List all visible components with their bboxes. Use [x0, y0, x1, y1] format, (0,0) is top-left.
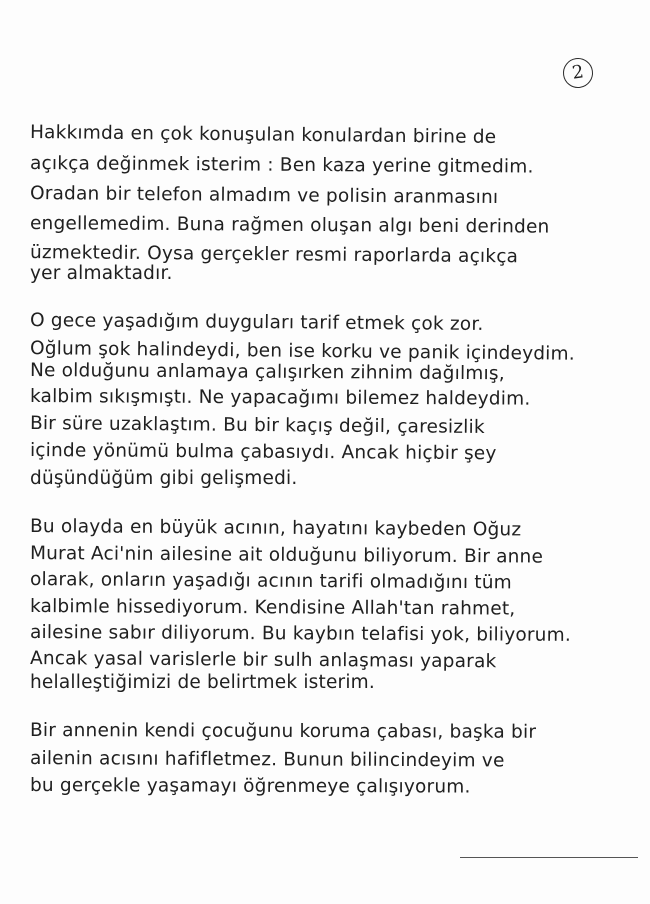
paragraph-2-line-2: Oğlum şok halindeydi, ben ise korku ve panik içindeydim. — [29, 338, 575, 365]
page-number: 2 — [570, 61, 586, 84]
paragraph-1-line-1: Hakkımda en çok konuşulan konulardan birine de — [29, 122, 497, 148]
paragraph-2-line-5: Bir süre uzaklaştım. Bu bir kaçış değil, çaresizlik — [29, 413, 485, 438]
paragraph-2-line-3: Ne olduğunu anlamaya çalışırken zihnim dağılmış, — [29, 360, 505, 385]
paragraph-3-line-3: olarak, onların yaşadığı acının tarifi olmadığını tüm — [29, 569, 512, 594]
paragraph-3-line-6: Ancak yasal varislerle bir sulh anlaşması yaparak — [29, 648, 497, 673]
paragraph-1-line-2: açıkça değinmek isterim : Ben kaza yerine gitmedim. — [29, 153, 534, 178]
paragraph-4-line-3: bu gerçekle yaşamayı öğrenmeye çalışıyorum. — [29, 775, 471, 798]
bottom-rule-line — [460, 857, 638, 858]
paragraph-4-line-1: Bir annenin kendi çocuğunu koruma çabası, başka bir — [29, 720, 537, 743]
paragraph-3-line-7: helalleştiğimizi de belirtmek isterim. — [30, 672, 375, 693]
paragraph-3-line-5: ailesine sabır diliyorum. Bu kaybın telafisi yok, biliyorum. — [29, 622, 572, 646]
paragraph-1-line-4: engellemedim. Buna rağmen oluşan algı beni derinden — [29, 213, 550, 238]
paragraph-2-line-7: düşündüğüm gibi gelişmedi. — [30, 468, 298, 489]
paragraph-2-line-4: kalbim sıkışmıştı. Ne yapacağımı bilemez haldeydim. — [29, 386, 531, 410]
page-number-circle — [561, 56, 595, 90]
paragraph-1-line-6: yer almaktadır. — [30, 263, 173, 284]
paragraph-2-line-1: O gece yaşadığım duyguları tarif etmek çok zor. — [29, 310, 484, 335]
paragraph-3-line-4: kalbimle hissediyorum. Kendisine Allah'tan rahmet, — [29, 596, 516, 620]
paragraph-3-line-1: Bu olayda en büyük acının, hayatını kaybeden Oğuz — [29, 516, 522, 541]
paragraph-1-line-5: üzmektedir. Oysa gerçekler resmi raporlarda açıkça — [29, 242, 519, 268]
paragraph-3-line-2: Murat Aci'nin ailesine ait olduğunu biliyorum. Bir anne — [29, 543, 544, 568]
paragraph-1-line-3: Oradan bir telefon almadım ve polisin aranmasını — [29, 183, 499, 209]
paragraph-4-line-2: ailenin acısını hafifletmez. Bunun bilincindeyim ve — [29, 748, 505, 772]
paragraph-2-line-6: içinde yönümü bulma çabasıydı. Ancak hiçbir şey — [29, 440, 497, 465]
